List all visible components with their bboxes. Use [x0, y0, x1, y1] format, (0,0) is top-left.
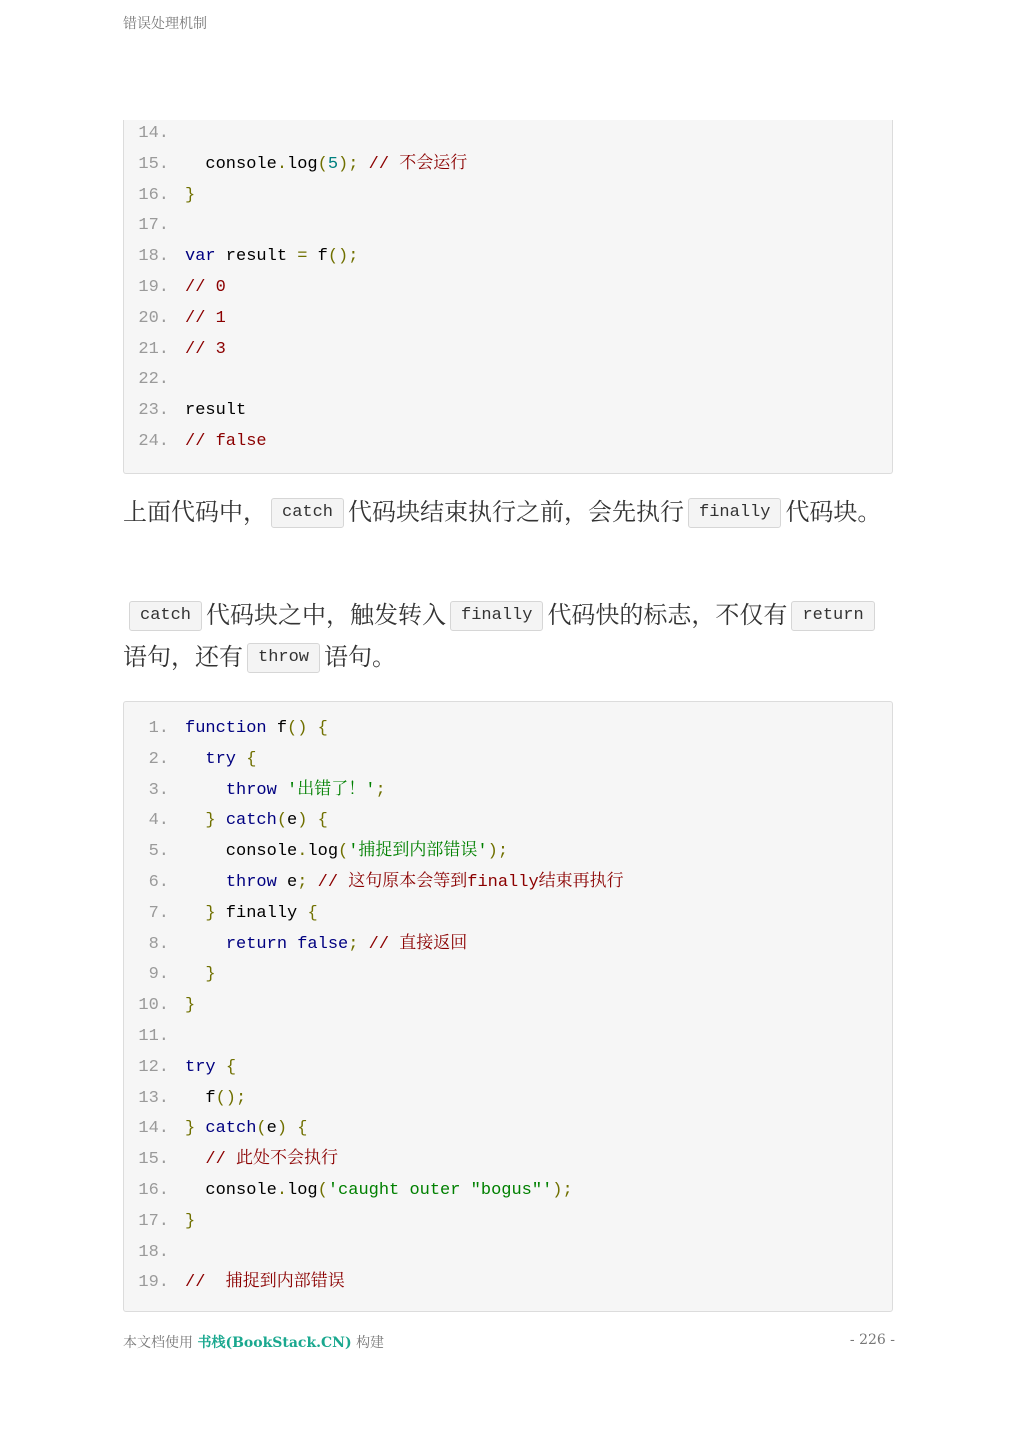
- code-line: [124, 365, 185, 395]
- code-token: result: [215, 247, 298, 267]
- code-token: throw: [225, 873, 277, 892]
- code-token: [307, 873, 317, 892]
- code-token: throw: [225, 780, 277, 800]
- code-token: (): [287, 719, 308, 738]
- code-token: }: [185, 1211, 196, 1231]
- code-token: [185, 1150, 205, 1169]
- code-text: [185, 1207, 195, 1237]
- code-token: (: [256, 1119, 267, 1139]
- code-text: [185, 714, 328, 744]
- code-token: [287, 935, 297, 954]
- code-token: ;: [375, 780, 386, 800]
- code-token: // 3: [185, 339, 226, 359]
- code-token: e: [266, 1119, 277, 1139]
- line-number: 19.: [138, 278, 169, 297]
- code-token: '捕捉到内部错误': [348, 842, 488, 862]
- code-line: [124, 119, 185, 149]
- line-number: 10.: [138, 996, 169, 1016]
- code-token: =: [297, 247, 308, 267]
- line-number: 17.: [138, 1211, 169, 1231]
- line-number: 15.: [138, 1150, 169, 1170]
- paragraph-text: 代码块。: [785, 498, 882, 526]
- code-token: {: [225, 1057, 237, 1077]
- code-text: [185, 1176, 573, 1206]
- code-token: catch: [225, 811, 277, 831]
- line-number: 22.: [138, 370, 169, 390]
- code-token: [358, 155, 368, 174]
- code-token: ;: [348, 934, 359, 954]
- inline-code: throw: [247, 643, 320, 673]
- code-token: // 这句原本会等到finally结束再执行: [317, 873, 624, 892]
- code-line: [124, 150, 467, 180]
- line-number: 19.: [138, 1273, 169, 1293]
- code-token: log: [287, 154, 318, 174]
- code-line: [124, 335, 226, 365]
- code-token: // 此处不会执行: [205, 1150, 339, 1170]
- code-text: [185, 273, 226, 303]
- code-token: {: [317, 719, 328, 738]
- code-token: {: [246, 749, 257, 769]
- inline-code: finally: [450, 601, 543, 631]
- code-text: [185, 304, 226, 334]
- line-number: 15.: [138, 154, 169, 174]
- line-number: 2.: [148, 749, 169, 769]
- code-text: [185, 1114, 307, 1144]
- code-token: (: [276, 811, 288, 831]
- code-token: [185, 873, 226, 892]
- footer-brand-link[interactable]: 书栈(BookStack.CN): [197, 1335, 352, 1351]
- code-token: // 不会运行: [368, 154, 468, 174]
- paragraph-text: 上面代码中，: [123, 498, 267, 526]
- code-token: {: [317, 811, 328, 831]
- code-token: [358, 935, 368, 954]
- code-text: [185, 745, 256, 775]
- code-token: console: [185, 154, 277, 174]
- code-token: // false: [185, 432, 267, 451]
- code-line: [124, 714, 328, 744]
- footer-suffix: 构建: [356, 1335, 385, 1351]
- code-token: finally: [215, 903, 308, 923]
- code-token: ;: [297, 873, 308, 892]
- code-token: [307, 811, 317, 830]
- code-line: [124, 1207, 195, 1237]
- code-text: [185, 960, 216, 990]
- code-text: [185, 868, 624, 898]
- code-text: [185, 396, 246, 426]
- paragraph-text: 语句。: [324, 643, 397, 671]
- line-number: 3.: [148, 780, 169, 800]
- code-token: 'caught outer "bogus"': [327, 1181, 553, 1200]
- code-token: e: [287, 811, 298, 831]
- code-token: e: [276, 873, 298, 892]
- code-token: false: [297, 934, 349, 954]
- code-token: }: [205, 903, 216, 923]
- paragraph-text: 代码块之中，触发转入: [206, 601, 447, 629]
- code-line: [124, 1084, 246, 1114]
- code-text: [185, 150, 467, 180]
- line-number: 7.: [148, 903, 169, 923]
- code-text: [185, 837, 508, 867]
- code-line: [124, 181, 195, 211]
- code-token: }: [205, 811, 216, 831]
- paragraph: [123, 594, 893, 678]
- code-token: [195, 1119, 205, 1138]
- code-line: [124, 304, 226, 334]
- code-token: [185, 750, 205, 769]
- line-number: 16.: [138, 185, 169, 205]
- code-line: [124, 868, 624, 898]
- page-number: - 226 -: [849, 1332, 895, 1348]
- code-token: ): [276, 1119, 288, 1139]
- line-number: 14.: [138, 1119, 169, 1139]
- code-token: [216, 811, 226, 830]
- code-text: [185, 242, 358, 272]
- code-token: ();: [215, 1088, 247, 1108]
- code-token: );: [487, 842, 509, 862]
- code-token: result: [185, 401, 247, 421]
- code-token: {: [307, 903, 318, 923]
- code-token: (: [338, 842, 349, 862]
- code-token: [277, 781, 287, 800]
- line-number: 23.: [138, 401, 169, 421]
- code-token: f: [185, 1088, 216, 1108]
- code-text: [185, 991, 195, 1021]
- code-text: [185, 1084, 246, 1114]
- line-number: 1.: [148, 719, 169, 738]
- code-text: [185, 806, 328, 836]
- code-line: [124, 930, 467, 960]
- code-token: try: [205, 749, 237, 769]
- code-token: // 捕捉到内部错误: [185, 1273, 345, 1293]
- code-token: catch: [205, 1119, 257, 1139]
- code-line: [124, 427, 267, 457]
- code-line: [124, 242, 358, 272]
- code-text: [185, 930, 467, 960]
- inline-code: finally: [688, 498, 781, 528]
- code-text: [185, 427, 267, 457]
- code-token: }: [205, 965, 216, 985]
- line-number: 18.: [138, 247, 169, 267]
- code-line: [124, 899, 318, 929]
- code-token: {: [297, 1119, 308, 1139]
- code-token: console: [185, 1181, 277, 1200]
- code-token: (: [317, 1181, 328, 1200]
- line-number: 20.: [138, 308, 169, 328]
- code-token: return: [225, 934, 288, 954]
- footer-prefix: 本文档使用: [123, 1335, 193, 1351]
- line-number: 9.: [148, 965, 169, 985]
- code-line: [124, 991, 195, 1021]
- code-block: [123, 120, 893, 474]
- paragraph-text: 代码快的标志，不仅有: [547, 601, 788, 629]
- code-text: [185, 776, 386, 806]
- code-token: log: [287, 1181, 318, 1200]
- line-number: 24.: [138, 432, 169, 451]
- line-number: 5.: [148, 842, 169, 862]
- code-token: // 1: [185, 308, 226, 328]
- line-number: 17.: [138, 216, 169, 236]
- code-line: [124, 1053, 236, 1083]
- code-token: var: [185, 247, 216, 267]
- code-token: [236, 750, 246, 769]
- code-token: }: [185, 1119, 196, 1139]
- code-token: log: [307, 842, 339, 862]
- code-token: );: [338, 154, 359, 174]
- code-line: [124, 806, 328, 836]
- inline-code: catch: [271, 498, 344, 528]
- line-number: 11.: [138, 1027, 169, 1046]
- code-token: .: [276, 154, 288, 174]
- code-line: [124, 1238, 185, 1268]
- code-line: [124, 396, 246, 426]
- code-token: [287, 1119, 297, 1138]
- line-number: 13.: [138, 1088, 169, 1108]
- code-line: [124, 1114, 307, 1144]
- code-token: ();: [327, 247, 359, 267]
- code-text: [185, 181, 195, 211]
- code-token: function: [185, 719, 267, 738]
- code-token: .: [276, 1181, 288, 1200]
- code-text: [185, 899, 318, 929]
- code-block: [123, 701, 893, 1312]
- code-token: // 直接返回: [368, 934, 468, 954]
- code-token: [185, 781, 226, 800]
- code-line: [124, 1176, 573, 1206]
- inline-code: catch: [129, 601, 202, 631]
- code-token: ): [297, 811, 308, 831]
- paragraph-text: 语句，还有: [123, 643, 243, 671]
- line-number: 6.: [148, 873, 169, 892]
- footer-credit: [123, 1332, 384, 1352]
- code-line: [124, 1145, 338, 1175]
- code-token: [185, 935, 226, 954]
- paragraph: [123, 491, 893, 533]
- line-number: 4.: [148, 811, 169, 831]
- code-token: }: [185, 185, 196, 205]
- code-line: [124, 1022, 185, 1052]
- line-number: 8.: [148, 934, 169, 954]
- inline-code: return: [791, 601, 874, 631]
- code-text: [185, 335, 226, 365]
- page-header-title: 错误处理机制: [123, 16, 207, 32]
- code-token: '出错了！': [287, 780, 376, 800]
- code-token: f: [266, 719, 288, 738]
- code-text: [185, 1145, 338, 1175]
- code-token: [216, 1058, 226, 1077]
- code-token: }: [185, 996, 196, 1016]
- code-token: [307, 719, 317, 738]
- line-number: 16.: [138, 1181, 169, 1200]
- code-line: [124, 837, 508, 867]
- code-token: );: [552, 1181, 573, 1200]
- code-line: [124, 1268, 345, 1298]
- code-token: f: [307, 247, 328, 267]
- code-line: [124, 273, 226, 303]
- paragraph-text: 代码块结束执行之前，会先执行: [348, 498, 685, 526]
- code-token: console: [185, 842, 298, 862]
- code-text: [185, 1053, 236, 1083]
- code-token: [185, 811, 205, 830]
- code-token: // 0: [185, 278, 226, 297]
- code-text: [185, 1268, 345, 1298]
- line-number: 14.: [138, 124, 169, 143]
- code-line: [124, 960, 216, 990]
- code-line: [124, 211, 185, 241]
- code-token: [185, 904, 205, 923]
- code-line: [124, 776, 386, 806]
- code-token: .: [297, 842, 308, 862]
- code-token: 5: [327, 154, 339, 174]
- line-number: 21.: [138, 339, 169, 359]
- code-token: [185, 965, 205, 984]
- line-number: 12.: [138, 1057, 169, 1077]
- code-line: [124, 745, 256, 775]
- line-number: 18.: [138, 1242, 169, 1262]
- code-token: try: [185, 1057, 216, 1077]
- code-token: (: [317, 154, 328, 174]
